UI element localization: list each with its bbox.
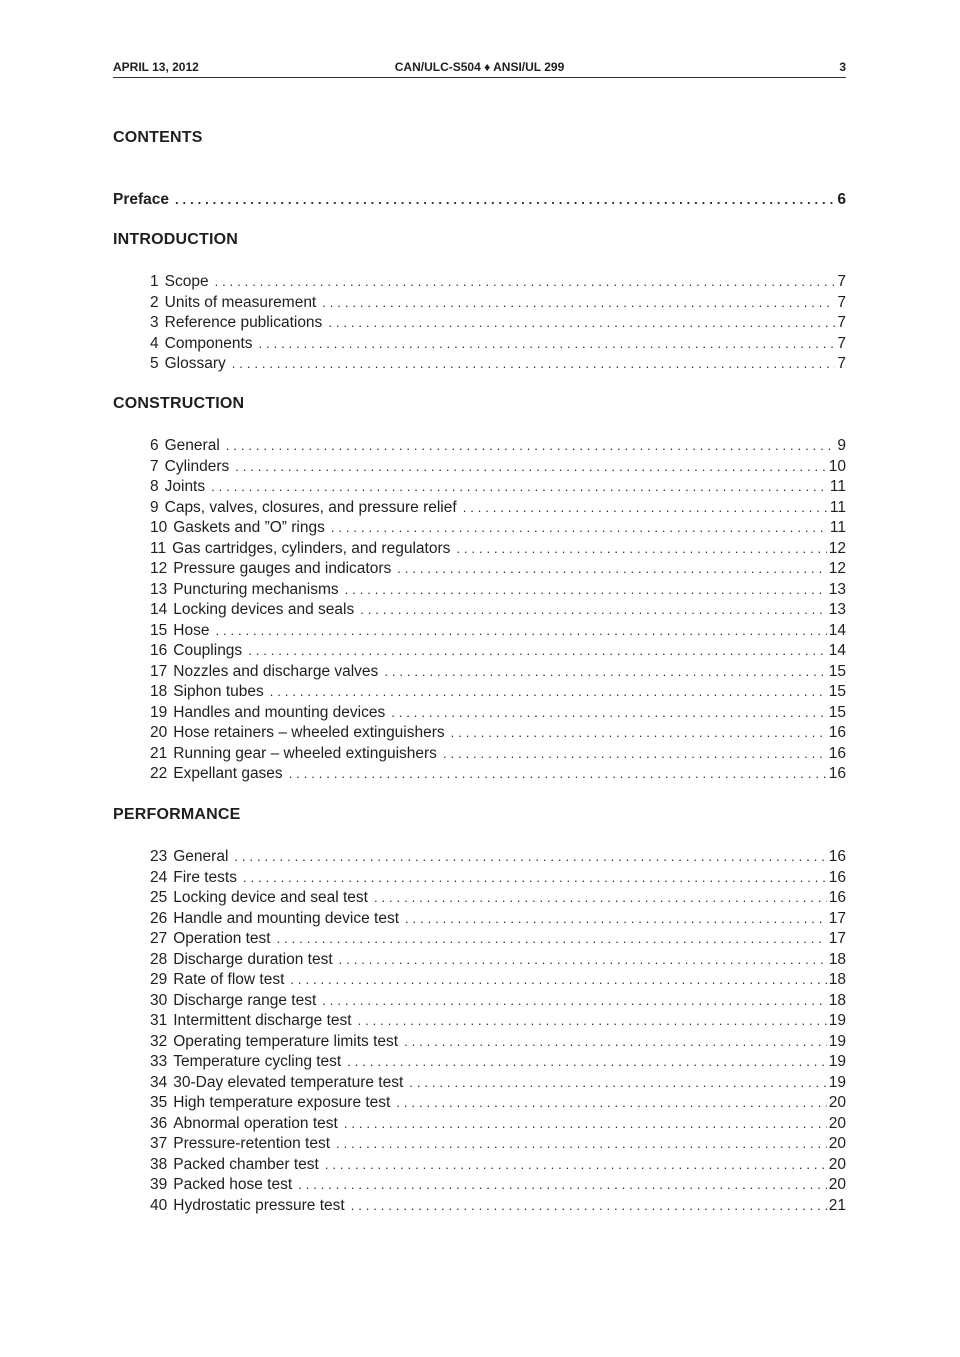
toc-entry-number: 40 [150,1196,168,1214]
toc-entry-label: Components [164,334,253,352]
toc-entry-number: 25 [150,889,168,906]
toc-entry-number: 15 [150,621,168,639]
toc-entry-number: 1 [150,273,159,290]
toc-entry-number: 31 [150,1012,168,1029]
toc-entry [150,354,846,374]
toc-entry [150,744,846,764]
section-heading: INTRODUCTION [113,231,239,248]
toc-entry-number: 37 [150,1135,168,1152]
toc-entry [150,1196,846,1216]
header-page-number: 3 [839,60,846,74]
toc-entry [150,1175,846,1195]
toc-entry [150,970,846,990]
toc-entry-page: 7 [837,273,846,290]
toc-leader-dots [456,539,826,559]
toc-entry-label: Siphon tubes [173,683,264,700]
toc-entry [150,847,846,867]
toc-leader-dots [243,868,827,888]
toc-leader-dots [339,950,827,970]
toc-entry [150,1114,846,1134]
toc-entry-page: 12 [828,560,846,577]
toc-entry-number: 30 [150,991,168,1009]
contents-title: CONTENTS [113,129,203,146]
toc-leader-dots [404,1032,827,1052]
header-date: APRIL 13, 2012 [113,60,199,74]
toc-entry-number: 14 [150,601,168,618]
toc-entry-label: Discharge duration test [173,950,333,968]
toc-leader-dots [409,1073,826,1093]
toc-entry-label: Operation test [173,930,271,947]
toc-leader-dots [248,641,827,661]
toc-leader-dots [345,580,827,600]
toc-entry-number: 19 [150,703,168,721]
toc-entry-page: 16 [828,848,846,865]
section-heading: CONSTRUCTION [113,395,245,412]
toc-leader-dots [215,272,836,292]
toc-entry-page: 6 [837,191,846,208]
toc-entry-page: 18 [828,950,846,968]
toc-entry [150,477,846,497]
toc-entry-label: Packed chamber test [173,1155,319,1173]
toc-leader-dots [328,313,835,333]
toc-entry [150,621,846,641]
toc-entry-label: Gas cartridges, cylinders, and regulators [172,539,451,557]
toc-entry-page: 16 [828,744,846,762]
toc-leader-dots [234,847,826,867]
toc-leader-dots [344,1114,827,1134]
toc-entry-page: 18 [828,971,846,988]
toc-entry-page: 10 [828,457,846,475]
toc-entry-number: 5 [150,355,159,372]
toc-entry-label: 30-Day elevated temperature test [173,1073,404,1091]
toc-entry [150,436,846,456]
toc-entry [150,868,846,888]
toc-entry-label: Locking device and seal test [173,889,368,906]
toc-entry-label: Caps, valves, closures, and pressure relief [164,498,457,516]
toc-entry [150,703,846,723]
toc-entry-number: 27 [150,930,168,947]
toc-leader-dots [347,1052,827,1072]
toc-entry [150,682,846,702]
toc-entry-page: 9 [837,437,846,454]
toc-entry-page: 18 [828,991,846,1009]
toc-entry-number: 28 [150,950,168,968]
toc-entry-label: Hose retainers – wheeled extinguishers [173,724,445,741]
toc-leader-dots [226,436,836,456]
toc-entry-number: 16 [150,642,168,659]
toc-leader-dots [235,457,827,477]
toc-entry-page: 12 [828,539,846,557]
toc-entry-page: 21 [828,1196,846,1214]
toc-entry-number: 10 [150,519,168,536]
toc-leader-dots [322,991,826,1011]
toc-entry-label: Handles and mounting devices [173,703,386,721]
toc-entry-label: Temperature cycling test [173,1053,342,1070]
toc-entry-number: 3 [150,314,159,331]
toc-entry-label: Hose [173,621,210,639]
toc-entry-number: 2 [150,293,159,311]
toc-entry-page: 20 [828,1135,846,1152]
toc-leader-dots [384,662,826,682]
toc-entry [150,929,846,949]
toc-entry-number: 26 [150,909,168,927]
toc-entry-label: General [173,848,229,865]
toc-entry-label: Running gear – wheeled extinguishers [173,744,437,762]
section-heading: PERFORMANCE [113,806,241,823]
toc-entry [150,600,846,620]
toc-entry-number: 9 [150,498,159,516]
toc-entry [150,662,846,682]
toc-entry [150,1011,846,1031]
toc-leader-dots [391,703,827,723]
toc-entry [150,334,846,354]
toc-entry-number: 29 [150,971,168,988]
toc-leader-dots [290,970,826,990]
toc-entry [150,580,846,600]
toc-leader-dots [277,929,827,949]
toc-entry [150,293,846,313]
toc-entry [150,457,846,477]
toc-leader-dots [331,518,828,538]
toc-entry-number: 38 [150,1155,168,1173]
toc-leader-dots [374,888,827,908]
toc-entry [150,1073,846,1093]
toc-entry-number: 39 [150,1176,168,1193]
toc-entry-label: Cylinders [164,457,230,475]
toc-entry-number: 6 [150,437,159,454]
toc-entry [150,888,846,908]
toc-entry-page: 15 [828,662,846,680]
toc-entry-number: 13 [150,580,168,598]
toc-entry-page: 7 [837,293,846,311]
toc-entry-label: Puncturing mechanisms [173,580,339,598]
toc-entry [150,518,846,538]
toc-leader-dots [358,1011,827,1031]
toc-entry-number: 18 [150,683,168,700]
toc-entry-number: 8 [150,478,159,495]
toc-entry-page: 16 [828,765,846,782]
toc-entry-page: 20 [828,1114,846,1132]
toc-entry-page: 14 [828,621,846,639]
toc-entry [150,1093,846,1113]
toc-entry-page: 17 [828,930,846,947]
toc-entry-page: 15 [828,703,846,721]
toc-entry-label: Glossary [164,355,226,372]
toc-entry [150,1052,846,1072]
toc-entry-page: 11 [829,519,846,536]
toc-entry-label: Abnormal operation test [173,1114,338,1132]
toc-entry-label: General [164,437,220,454]
toc-entry-label: Joints [164,478,206,495]
toc-entry-number: 33 [150,1053,168,1070]
toc-entry [150,991,846,1011]
toc-entry [150,641,846,661]
toc-entry-label: Gaskets and ”O” rings [173,519,325,536]
toc-entry-number: 36 [150,1114,168,1132]
toc-entry-label: Rate of flow test [173,971,285,988]
toc-entry [150,539,846,559]
toc-entry-label: Handle and mounting device test [173,909,400,927]
toc-entry [150,1155,846,1175]
header-standard: CAN/ULC-S504 ♦ ANSI/UL 299 [394,60,565,74]
toc-entry-label: Couplings [173,642,243,659]
toc-entry-page: 20 [828,1176,846,1193]
toc-leader-dots [215,621,826,641]
toc-entry-label: Expellant gases [173,765,283,782]
toc-entry-number: 4 [150,334,159,352]
toc-entry-label: Locking devices and seals [173,601,355,618]
toc-leader-dots [451,723,827,743]
toc-entry-number: 7 [150,457,159,475]
toc-leader-dots [360,600,827,620]
toc-entry-page: 19 [828,1073,846,1091]
toc-entry-number: 24 [150,868,168,886]
toc-leader-dots [463,498,828,518]
toc-entry [150,723,846,743]
toc-entry-page: 14 [828,642,846,659]
toc-entry-page: 15 [828,683,846,700]
toc-entry-number: 11 [150,539,167,557]
toc-entry-label: Scope [164,273,209,290]
toc-entry-number: 23 [150,848,168,865]
toc-entry [150,272,846,292]
toc-entry-number: 21 [150,744,168,762]
toc-leader-dots [175,190,835,210]
toc-entry-label: High temperature exposure test [173,1094,391,1111]
toc-entry-number: 32 [150,1032,168,1050]
toc-entry-number: 12 [150,560,168,577]
toc-entry-page: 16 [828,868,846,886]
toc-entry-page: 16 [828,889,846,906]
toc-entry [150,764,846,784]
toc-entry-label: Discharge range test [173,991,317,1009]
toc-leader-dots [325,1155,827,1175]
toc-leader-dots [232,354,836,374]
toc-entry-page: 7 [837,314,846,331]
toc-entry-number: 35 [150,1094,168,1111]
toc-entry-label: Pressure-retention test [173,1135,331,1152]
toc-entry-page: 7 [837,355,846,372]
toc-entry [150,1032,846,1052]
toc-leader-dots [405,909,827,929]
toc-entry-preface [113,190,846,210]
toc-entry-label: Packed hose test [173,1176,293,1193]
toc-entry-number: 17 [150,662,168,680]
toc-leader-dots [443,744,827,764]
toc-entry-page: 7 [837,334,846,352]
toc-entry [150,313,846,333]
toc-entry-page: 19 [828,1032,846,1050]
toc-entry-label: Units of measurement [164,293,317,311]
toc-entry [150,909,846,929]
toc-entry-label: Fire tests [173,868,237,886]
toc-entry-number: 20 [150,724,168,741]
toc-leader-dots [270,682,827,702]
toc-entry [150,559,846,579]
page-header [113,59,846,78]
toc-entry-label: Preface [113,191,170,208]
toc-entry-page: 16 [828,724,846,741]
toc-entry-label: Operating temperature limits test [173,1032,399,1050]
toc-leader-dots [211,477,828,497]
toc-entry-label: Hydrostatic pressure test [173,1196,345,1214]
toc-entry [150,1134,846,1154]
toc-leader-dots [396,1093,826,1113]
toc-entry [150,498,846,518]
toc-entry-label: Intermittent discharge test [173,1012,352,1029]
toc-entry-number: 34 [150,1073,168,1091]
toc-entry-page: 13 [828,580,846,598]
toc-leader-dots [336,1134,827,1154]
toc-entry-page: 19 [828,1053,846,1070]
toc-entry-label: Nozzles and discharge valves [173,662,379,680]
toc-entry-page: 11 [829,498,846,516]
toc-entry-page: 13 [828,601,846,618]
toc-entry-page: 17 [828,909,846,927]
toc-entry-page: 20 [828,1155,846,1173]
toc-entry-label: Pressure gauges and indicators [173,560,392,577]
toc-entry-label: Reference publications [164,314,323,331]
toc-leader-dots [322,293,835,313]
toc-entry-page: 11 [829,478,846,495]
toc-entry-page: 20 [828,1094,846,1111]
toc-leader-dots [298,1175,827,1195]
toc-leader-dots [289,764,827,784]
toc-leader-dots [351,1196,827,1216]
toc-leader-dots [259,334,836,354]
toc-entry [150,950,846,970]
toc-entry-page: 19 [828,1012,846,1029]
toc-leader-dots [397,559,827,579]
toc-entry-number: 22 [150,765,168,782]
